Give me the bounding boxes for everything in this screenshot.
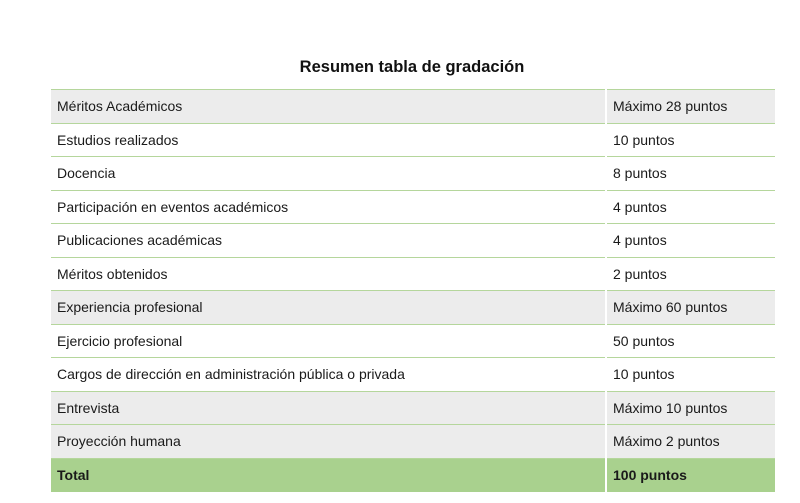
table-title: Resumen tabla de gradación — [299, 58, 525, 76]
row-label: Estudios realizados — [51, 123, 606, 157]
table-body — [51, 90, 775, 492]
grading-summary-table — [51, 89, 775, 492]
row-label: Docencia — [51, 157, 606, 191]
row-label: Participación en eventos académicos — [51, 190, 606, 224]
row-points: 50 puntos — [606, 324, 775, 358]
row-points: Máximo 28 puntos — [606, 90, 775, 124]
table-section-row — [51, 425, 775, 459]
table-total-row — [51, 458, 775, 492]
table-section-row — [51, 391, 775, 425]
table-section-row — [51, 90, 775, 124]
row-label: Méritos obtenidos — [51, 257, 606, 291]
row-label: Méritos Académicos — [51, 90, 606, 124]
table-row — [51, 257, 775, 291]
row-points: Máximo 10 puntos — [606, 391, 775, 425]
table-row — [51, 123, 775, 157]
row-label: Ejercicio profesional — [51, 324, 606, 358]
row-label: Total — [51, 458, 606, 492]
row-points: 4 puntos — [606, 224, 775, 258]
row-label: Publicaciones académicas — [51, 224, 606, 258]
row-points: 10 puntos — [606, 358, 775, 392]
row-points: 10 puntos — [606, 123, 775, 157]
row-label: Proyección humana — [51, 425, 606, 459]
table-section-row — [51, 291, 775, 325]
row-points: Máximo 2 puntos — [606, 425, 775, 459]
row-label: Cargos de dirección en administración pública o privada — [51, 358, 606, 392]
row-points: 4 puntos — [606, 190, 775, 224]
table-row — [51, 157, 775, 191]
row-label: Experiencia profesional — [51, 291, 606, 325]
row-points: Máximo 60 puntos — [606, 291, 775, 325]
row-points: 100 puntos — [606, 458, 775, 492]
row-label: Entrevista — [51, 391, 606, 425]
table-row — [51, 224, 775, 258]
table-row — [51, 190, 775, 224]
table-row — [51, 324, 775, 358]
table-row — [51, 358, 775, 392]
row-points: 8 puntos — [606, 157, 775, 191]
row-points: 2 puntos — [606, 257, 775, 291]
